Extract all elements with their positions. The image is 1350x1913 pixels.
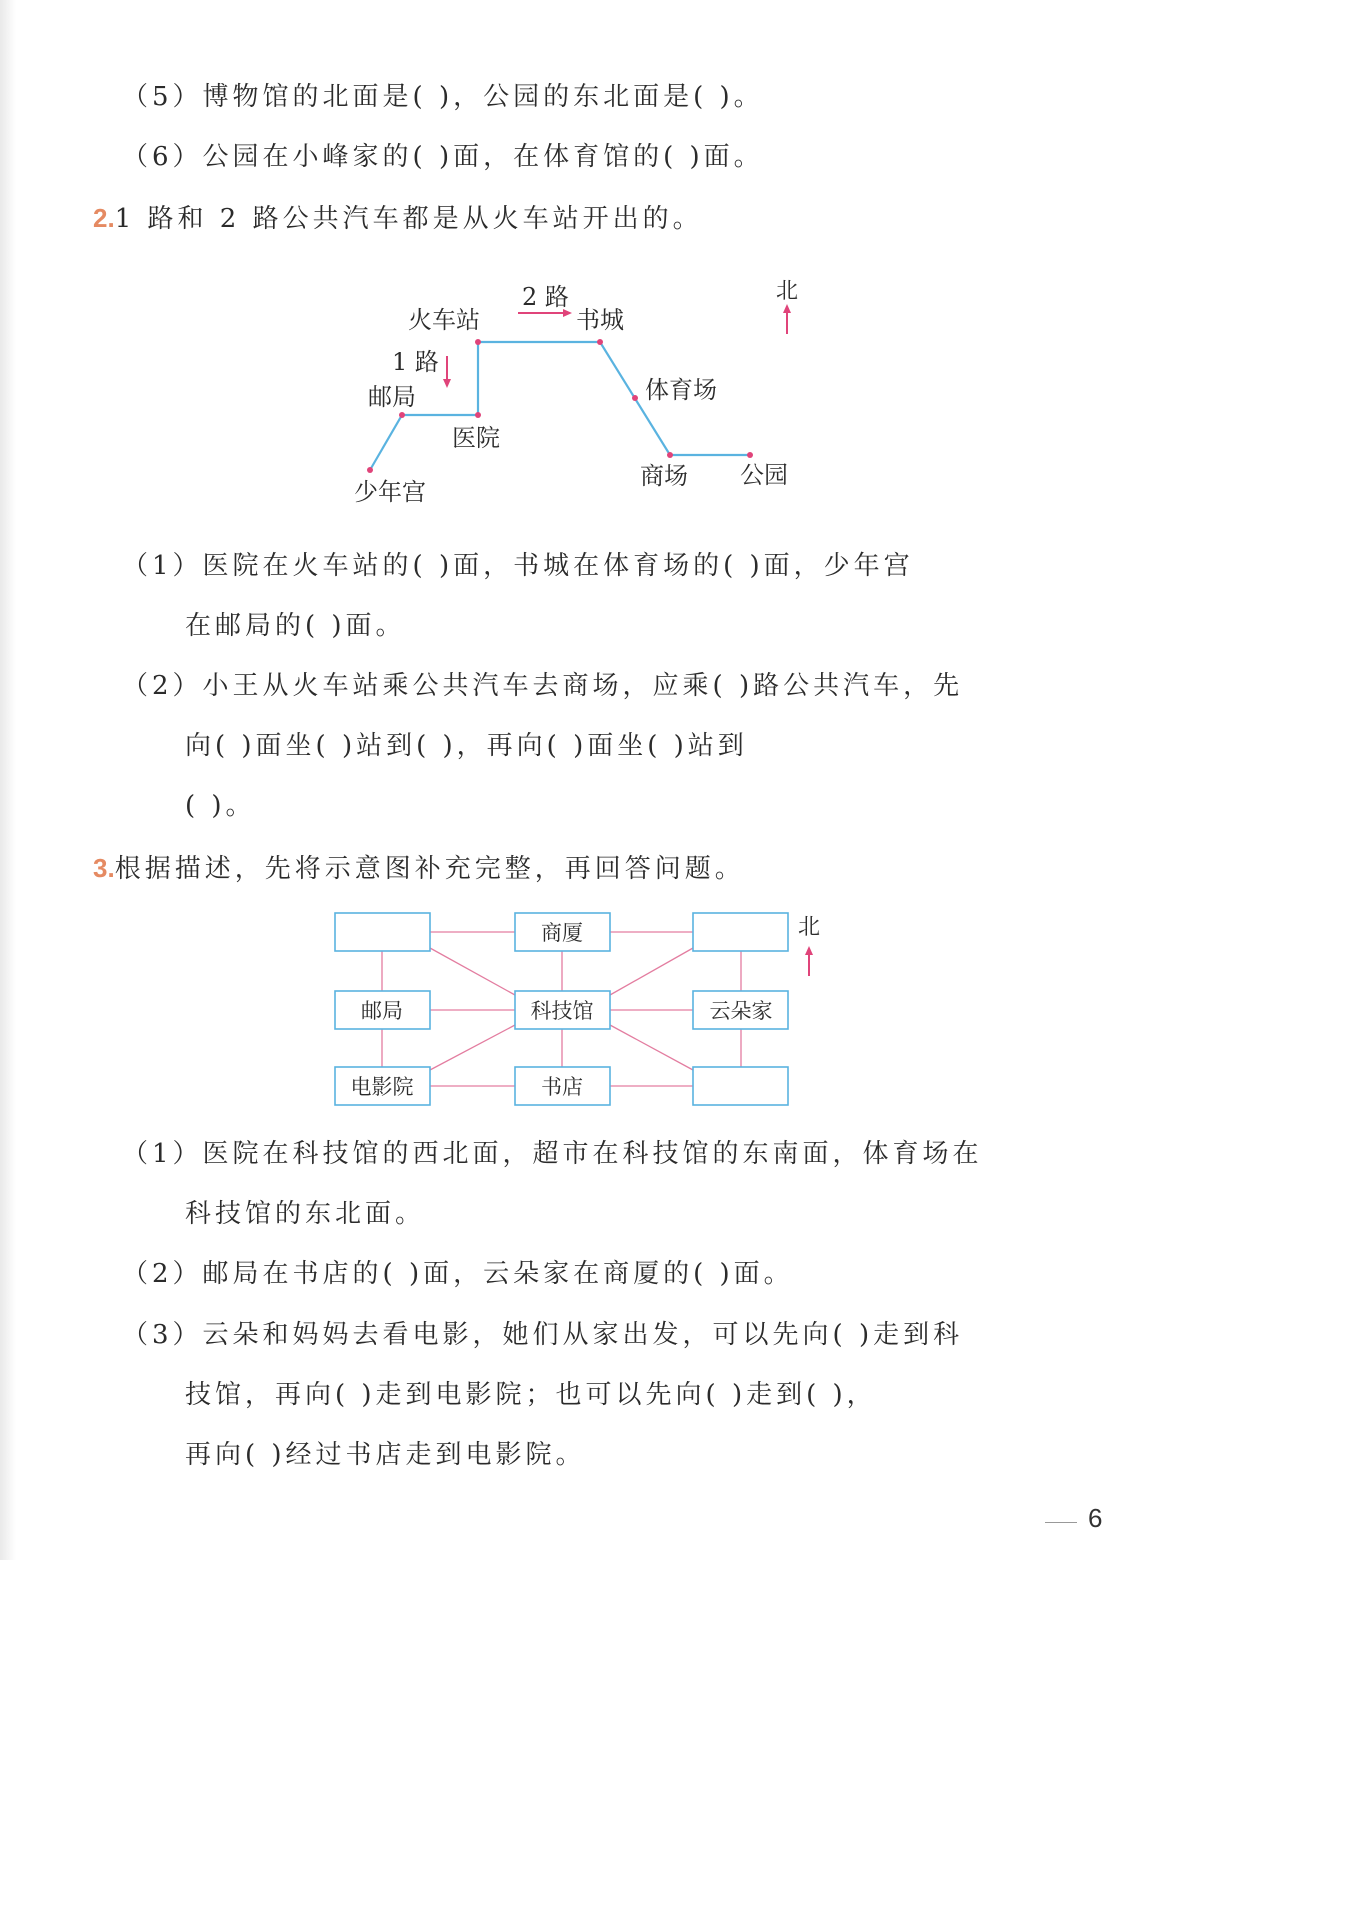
box-bookstore: 书店 bbox=[541, 1075, 583, 1099]
question-2-1-line1: （1）医院在火车站的( )面，书城在体育场的( )面，少年宫 bbox=[122, 551, 914, 581]
question-1-6: （6）公园在小峰家的( )面，在体育馆的( )面。 bbox=[122, 142, 764, 172]
stop-hospital bbox=[475, 412, 481, 418]
question-3-heading bbox=[93, 851, 745, 886]
stop-bookcity bbox=[597, 339, 603, 345]
label-hospital: 医院 bbox=[452, 424, 500, 452]
question-3-text: 根据描述，先将示意图补充完整，再回答问题。 bbox=[114, 854, 745, 884]
question-3-3-line1: （3）云朵和妈妈去看电影，她们从家出发，可以先向( )走到科 bbox=[122, 1320, 964, 1350]
box-yunduo-home: 云朵家 bbox=[709, 999, 773, 1023]
stop-stadium bbox=[632, 395, 638, 401]
page-number: 6 bbox=[1088, 1503, 1103, 1533]
question-3-1-line1: （1）医院在科技馆的西北面，超市在科技馆的东南面，体育场在 bbox=[122, 1139, 983, 1169]
box-science-museum: 科技馆 bbox=[530, 999, 594, 1023]
north-arrowhead bbox=[783, 304, 791, 313]
label-north: 北 bbox=[776, 279, 799, 304]
question-2-2-line3: ( )。 bbox=[185, 791, 256, 821]
question-2-text: 1 路和 2 路公共汽车都是从火车站开出的。 bbox=[114, 204, 703, 234]
question-3-3-line2: 技馆，再向( )走到电影院；也可以先向( )走到( )， bbox=[185, 1380, 877, 1410]
question-2-1-line2: 在邮局的( )面。 bbox=[185, 611, 406, 641]
label-youth-palace: 少年宫 bbox=[354, 478, 426, 506]
route-1-arrowhead bbox=[443, 379, 451, 388]
page-number-dash bbox=[1045, 1522, 1077, 1523]
stop-park bbox=[747, 452, 753, 458]
stop-youth-palace bbox=[367, 467, 373, 473]
stop-mall bbox=[667, 452, 673, 458]
stop-post-office bbox=[399, 412, 405, 418]
label-route-2: 2 路 bbox=[522, 283, 569, 311]
label-route-1: 1 路 bbox=[392, 348, 439, 376]
label-bookcity: 书城 bbox=[576, 306, 624, 334]
question-1-5: （5）博物馆的北面是( )，公园的东北面是( )。 bbox=[122, 82, 764, 112]
label-mall: 商场 bbox=[640, 462, 688, 490]
box-post-office: 邮局 bbox=[361, 999, 403, 1023]
question-3-2: （2）邮局在书店的( )面，云朵家在商厦的( )面。 bbox=[122, 1259, 794, 1289]
label-train-station: 火车站 bbox=[408, 306, 480, 334]
label-post-office: 邮局 bbox=[368, 383, 416, 411]
science-museum-map bbox=[320, 900, 840, 1120]
bus-route-map bbox=[340, 270, 820, 520]
north-arrowhead-2 bbox=[805, 946, 813, 955]
question-2-heading bbox=[93, 201, 703, 236]
question-3-3-line3: 再向( )经过书店走到电影院。 bbox=[185, 1440, 586, 1470]
stop-train-station bbox=[475, 339, 481, 345]
question-2-2-line1: （2）小王从火车站乘公共汽车去商场，应乘( )路公共汽车，先 bbox=[122, 671, 964, 701]
label-stadium: 体育场 bbox=[645, 376, 717, 404]
label-north-2: 北 bbox=[798, 915, 821, 940]
box-shangsha: 商厦 bbox=[541, 921, 583, 945]
label-park: 公园 bbox=[740, 461, 788, 489]
question-2-2-line2: 向( )面坐( )站到( )，再向( )面坐( )站到 bbox=[185, 731, 748, 761]
page-edge-shadow bbox=[0, 0, 16, 1560]
question-2-number: 2. bbox=[93, 203, 115, 233]
box-cinema: 电影院 bbox=[350, 1075, 414, 1099]
question-3-number: 3. bbox=[93, 853, 115, 883]
question-3-1-line2: 科技馆的东北面。 bbox=[185, 1199, 426, 1229]
